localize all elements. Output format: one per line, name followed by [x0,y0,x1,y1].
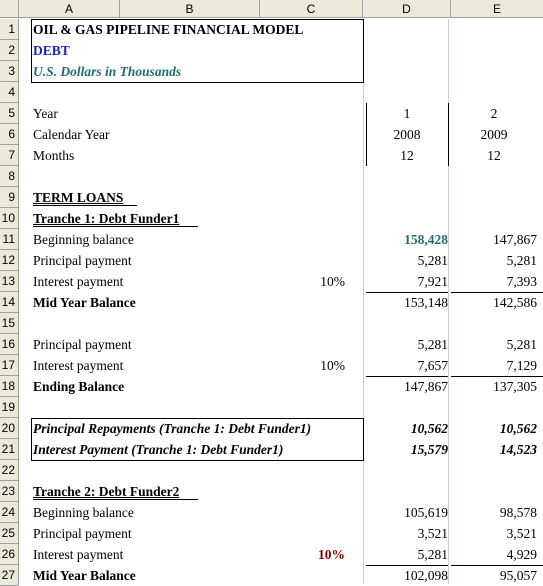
cell-rate[interactable] [260,565,363,586]
cell-year1[interactable] [366,19,448,40]
cell-rate[interactable]: 10% [320,274,345,289]
sheet-row [0,376,543,397]
cell-year2[interactable]: 7,129 [506,358,537,373]
cell-border [31,82,364,83]
cell-year2[interactable]: 5,281 [506,337,537,352]
cell-label[interactable]: Ending Balance [33,379,125,394]
row-header[interactable]: 20 [0,418,19,439]
cell-label[interactable]: Principal payment [33,337,132,352]
cell-label[interactable]: Months [33,148,75,163]
sheet-row [0,82,543,103]
sheet-row [0,565,543,586]
row-header[interactable]: 23 [0,481,19,502]
row-header[interactable]: 10 [0,208,19,229]
cell-border [366,376,448,377]
cell-year1[interactable] [366,166,448,187]
cell-rate[interactable] [260,145,363,166]
cell-border [31,19,32,82]
sheet-row [0,334,543,355]
cell-label[interactable]: Mid Year Balance [33,568,136,583]
cell-rate[interactable] [260,460,363,481]
cell-year1[interactable]: 7,921 [417,274,448,289]
sheet-row [0,397,543,418]
cell-rate[interactable] [260,250,363,271]
sheet-row [0,313,543,334]
cell-rate[interactable] [260,187,363,208]
cell-border [31,19,364,20]
cell-year2[interactable]: 10,562 [499,421,537,436]
row-header[interactable]: 6 [0,124,19,145]
sheet-row [0,166,543,187]
cell-year2[interactable] [451,187,543,208]
cell-year1[interactable]: 2008 [393,127,421,142]
cell-label[interactable]: Tranche 2: Debt Funder2 [33,484,180,499]
cell-rate[interactable] [260,439,363,460]
cell-rate[interactable] [260,292,363,313]
cell-year1[interactable] [366,481,448,502]
cell-border [31,418,364,419]
cell-year2[interactable] [451,481,543,502]
cell-year2[interactable]: 137,305 [493,379,537,394]
sheet-row [0,145,543,166]
row-header[interactable]: 17 [0,355,19,376]
cell-border [366,103,367,166]
cell-border [451,376,543,377]
cell-label[interactable]: Beginning balance [33,232,134,247]
cell-year1[interactable] [366,40,448,61]
row-header[interactable]: 26 [0,544,19,565]
sheet-row [0,439,543,460]
underline [33,499,198,500]
sheet-row [0,271,543,292]
cell-year2[interactable] [451,208,543,229]
row-header[interactable]: 24 [0,502,19,523]
sheet-row [0,229,543,250]
row-header[interactable]: 14 [0,292,19,313]
cell-year2[interactable]: 98,578 [499,505,537,520]
row-header[interactable]: 11 [0,229,19,250]
cell-border [448,103,449,166]
cell-year1[interactable]: 147,867 [404,379,448,394]
sheet-row [0,523,543,544]
sheet-row [0,250,543,271]
cell-year2[interactable]: 95,057 [499,568,537,583]
cell-year2[interactable]: 3,521 [506,526,537,541]
column-header-b[interactable]: B [120,0,260,18]
cell-rate[interactable] [260,376,363,397]
cell-year1[interactable]: 105,619 [404,505,448,520]
cell-rate[interactable] [260,502,363,523]
cell-rate[interactable] [260,208,363,229]
sheet-row [0,40,543,61]
cell-label[interactable]: Year [33,106,58,121]
cell-label[interactable]: Interest payment [33,547,124,562]
row-header[interactable]: 18 [0,376,19,397]
cell-year2[interactable] [451,61,543,82]
row-header[interactable]: 7 [0,145,19,166]
row-header[interactable]: 19 [0,397,19,418]
row-header[interactable]: 2 [0,40,19,61]
cell-year2[interactable]: 5,281 [506,253,537,268]
cell-rate[interactable] [260,19,363,40]
cell-year1[interactable]: 15,579 [410,442,448,457]
cell-year2[interactable]: 14,523 [499,442,537,457]
cell-year2[interactable]: 147,867 [493,232,537,247]
cell-year1[interactable] [366,313,448,334]
sheet-row [0,292,543,313]
cell-year1[interactable]: 3,521 [417,526,448,541]
cell-border [31,460,364,461]
row-header[interactable]: 22 [0,460,19,481]
cell-label[interactable]: DEBT [33,43,70,58]
select-all-corner[interactable] [0,0,19,18]
cell-year2[interactable]: 2 [490,106,498,121]
cell-border [451,292,543,293]
underline [33,205,137,206]
cell-year2[interactable] [451,40,543,61]
sheet-row [0,124,543,145]
cell-rate[interactable] [260,166,363,187]
cell-year1[interactable]: 12 [400,148,414,163]
cell-rate[interactable] [260,82,363,103]
row-header[interactable]: 1 [0,19,19,40]
cell-label[interactable]: TERM LOANS [33,190,124,205]
cell-border [366,565,448,566]
underline [33,226,198,227]
cell-label[interactable]: U.S. Dollars in Thousands [33,64,182,79]
cell-label[interactable]: Beginning balance [33,505,134,520]
cell-border [366,292,448,293]
column-header-bar [0,0,543,19]
cell-year1[interactable] [366,460,448,481]
cell-year2[interactable] [451,82,543,103]
cell-rate[interactable] [260,334,363,355]
cell-year2[interactable] [451,313,543,334]
cell-label[interactable]: Tranche 1: Debt Funder1 [33,211,180,226]
cell-year1[interactable] [366,187,448,208]
row-header[interactable]: 5 [0,103,19,124]
sheet-row [0,19,543,40]
row-header[interactable]: 13 [0,271,19,292]
cell-rate[interactable] [260,418,363,439]
cell-year2[interactable]: 12 [487,148,501,163]
cell-year1[interactable] [366,61,448,82]
cell-label[interactable]: Mid Year Balance [33,295,136,310]
cell-year1[interactable] [366,208,448,229]
cell-year1[interactable]: 5,281 [417,253,448,268]
row-header[interactable]: 15 [0,313,19,334]
cell-year2[interactable] [451,166,543,187]
cell-label[interactable]: Principal payment [33,253,132,268]
cell-rate[interactable] [260,103,363,124]
row-header[interactable]: 4 [0,82,19,103]
cell-year2[interactable]: 7,393 [506,274,537,289]
sheet-row [0,544,543,565]
cell-label[interactable]: OIL & GAS PIPELINE FINANCIAL MODEL [33,22,304,37]
cell-year1[interactable]: 10,562 [410,421,448,436]
cell-year2[interactable] [451,460,543,481]
cell-year2[interactable]: 4,929 [506,547,537,562]
cell-border [451,565,543,566]
column-header-d[interactable]: D [363,0,451,18]
cell-rate[interactable] [260,397,363,418]
cell-rate[interactable] [260,40,363,61]
cell-year1[interactable]: 153,148 [404,295,448,310]
cell-rate[interactable] [260,229,363,250]
cell-year2[interactable]: 142,586 [493,295,537,310]
cell-label[interactable]: Interest payment [33,274,124,289]
sheet-row [0,418,543,439]
cell-label[interactable]: Principal payment [33,526,132,541]
cell-year1[interactable] [366,82,448,103]
cell-year1[interactable]: 1 [403,106,411,121]
cell-rate[interactable] [260,523,363,544]
cell-rate[interactable] [260,313,363,334]
cell-year1[interactable]: 5,281 [417,547,448,562]
cell-rate[interactable]: 10% [320,358,345,373]
sheet-row [0,103,543,124]
cell-year2[interactable]: 2009 [480,127,508,142]
cell-label[interactable]: Interest payment [33,358,124,373]
sheet-row [0,61,543,82]
cell-label[interactable]: Calendar Year [33,127,110,142]
row-header[interactable]: 25 [0,523,19,544]
column-header-c[interactable]: C [260,0,363,18]
sheet-row [0,502,543,523]
cell-year2[interactable] [451,397,543,418]
sheet-row [0,355,543,376]
cell-year1[interactable]: 102,098 [404,568,448,583]
cell-year1[interactable] [366,397,448,418]
cell-year2[interactable] [451,19,543,40]
cell-year1[interactable]: 158,428 [404,232,448,247]
cell-border [363,19,364,82]
cell-label[interactable]: Principal Repayments (Tranche 1: Debt Funder1) [33,421,312,436]
row-header[interactable]: 9 [0,187,19,208]
sheet-row [0,460,543,481]
row-header[interactable]: 21 [0,439,19,460]
cell-rate[interactable] [260,124,363,145]
row-header[interactable]: 27 [0,565,19,586]
column-header-e[interactable]: E [451,0,543,18]
column-header-a[interactable]: A [19,0,120,18]
cell-year1[interactable]: 7,657 [417,358,448,373]
row-header[interactable]: 12 [0,250,19,271]
cell-rate[interactable] [260,61,363,82]
cell-border [363,418,364,460]
cell-year1[interactable]: 5,281 [417,337,448,352]
row-header[interactable]: 8 [0,166,19,187]
row-header[interactable]: 16 [0,334,19,355]
cell-rate[interactable]: 10% [318,547,345,562]
row-header[interactable]: 3 [0,61,19,82]
rows-container [0,19,543,586]
cell-rate[interactable] [260,481,363,502]
cell-border [31,418,32,460]
cell-label[interactable]: Interest Payment (Tranche 1: Debt Funder1) [33,442,284,457]
